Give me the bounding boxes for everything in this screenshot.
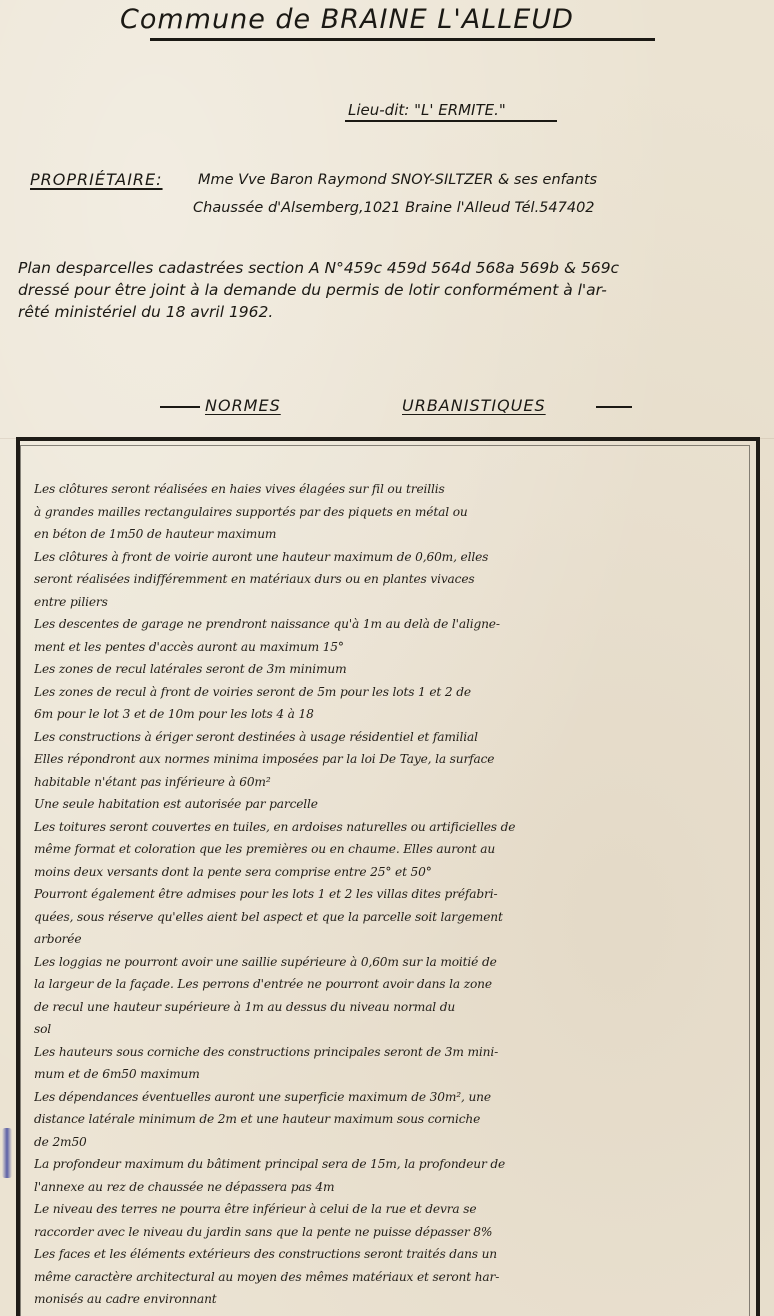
owner-name: Mme Vve Baron Raymond SNOY-SILTZER & ses enfants	[198, 172, 598, 188]
norms-text-line: habitable n'étant pas inférieure à 60m²	[34, 774, 271, 789]
norms-text-line: Les clôtures seront réalisées en haies vives élagées sur fil ou treillis	[34, 482, 445, 496]
norms-text-line: mum et de 6m50 maximum	[34, 1067, 200, 1081]
plan-description-line: rêté ministériel du 18 avril 1962.	[18, 303, 274, 321]
norms-text-line: Le niveau des terres ne pourra être inférieur à celui de la rue et devra se	[34, 1202, 477, 1216]
norms-text-line: Les toitures seront couvertes en tuiles, en ardoises naturelles ou artificielles de	[34, 819, 516, 834]
norms-text-line: ment et les pentes d'accès auront au maximum 15°	[34, 639, 344, 654]
norms-text-line: moins deux versants dont la pente sera comprise entre 25° et 50°	[34, 864, 432, 879]
norms-text-line: Les descentes de garage ne prendront naissance qu'à 1m au delà de l'aligne-	[34, 617, 500, 631]
norms-text-line: Pourront également être admises pour les lots 1 et 2 les villas dites préfabri-	[34, 887, 498, 901]
norms-text-line: 6m pour le lot 3 et de 10m pour les lots 4 à 18	[34, 707, 314, 721]
norms-text-line: de recul une hauteur supérieure à 1m au dessus du niveau normal du	[34, 999, 456, 1014]
lieu-dit-underline	[345, 120, 557, 122]
title-dash-right	[596, 406, 632, 408]
norms-text-line: entre piliers	[34, 594, 108, 609]
norms-text-line: même format et coloration que les premières ou en chaume. Elles auront au	[34, 842, 496, 856]
section-title-normes	[150, 396, 640, 420]
blue-ink-mark	[2, 1128, 12, 1178]
norms-text-line: l'annexe au rez de chaussée ne dépassera pas 4m	[34, 1179, 335, 1194]
norms-text-line: la largeur de la façade. Les perrons d'entrée ne pourront avoir dans la zone	[34, 977, 492, 991]
commune-title: Commune de BRAINE L'ALLEUD	[120, 4, 574, 35]
plan-description-line: dressé pour être joint à la demande du permis de lotir conformément à l'ar-	[18, 281, 607, 299]
norms-text-line: Une seule habitation est autorisée par parcelle	[34, 797, 318, 811]
norms-text-line: même caractère architectural au moyen des mêmes matériaux et seront har-	[34, 1269, 500, 1284]
owner-label: PROPRIÉTAIRE:	[30, 170, 163, 189]
norms-text-line: raccorder avec le niveau du jardin sans que la pente ne puisse dépasser 8%	[34, 1224, 493, 1239]
norms-text-line: Les constructions à ériger seront destinées à usage résidentiel et familial	[34, 729, 478, 744]
norms-text-line: La profondeur maximum du bâtiment principal sera de 15m, la profondeur de	[34, 1157, 506, 1171]
norms-text-line: Les faces et les éléments extérieurs des constructions seront traités dans un	[34, 1247, 497, 1261]
norms-text-line: distance latérale minimum de 2m et une hauteur maximum sous corniche	[34, 1112, 481, 1126]
plan-description-line: Plan desparcelles cadastrées section A N°459c 459d 564d 568a 569b & 569c	[18, 259, 620, 277]
norms-text-line: Les hauteurs sous corniche des constructions principales seront de 3m mini-	[34, 1044, 499, 1059]
lieu-dit: Lieu-dit: "L' ERMITE."	[348, 101, 506, 119]
title-dash-left	[160, 406, 200, 408]
owner-address: Chaussée d'Alsemberg,1021 Braine l'Alleud Tél.547402	[193, 200, 595, 216]
norms-text-line: Les zones de recul latérales seront de 3m minimum	[34, 662, 347, 676]
section-title-word-2: URBANISTIQUES	[402, 396, 546, 415]
norms-text-line: seront réalisées indifféremment en matériaux durs ou en plantes vivaces	[34, 572, 475, 586]
norms-text-line: Les clôtures à front de voirie auront une hauteur maximum de 0,60m, elles	[34, 549, 489, 564]
norms-text-line: en béton de 1m50 de hauteur maximum	[34, 527, 277, 541]
norms-text-line: de 2m50	[34, 1134, 87, 1149]
norms-text-line: à grandes mailles rectangulaires supportés par des piquets en métal ou	[34, 504, 468, 519]
norms-text-line: Les zones de recul à front de voiries seront de 5m pour les lots 1 et 2 de	[34, 684, 471, 699]
norms-text-line: Elles répondront aux normes minima imposées par la loi De Taye, la surface	[34, 752, 495, 766]
norms-text-line: Les loggias ne pourront avoir une saillie supérieure à 0,60m sur la moitié de	[34, 954, 497, 969]
section-title-word-1: NORMES	[205, 396, 281, 415]
norms-text-line: quées, sous réserve qu'elles aient bel aspect et que la parcelle soit largement	[34, 909, 503, 924]
norms-text-line: sol	[34, 1022, 52, 1036]
norms-text-line: Les dépendances éventuelles auront une superficie maximum de 30m², une	[34, 1089, 491, 1104]
norms-text-line: monisés au cadre environnant	[34, 1292, 217, 1306]
commune-title-underline	[150, 38, 655, 41]
norms-text-line: arborée	[34, 932, 82, 946]
